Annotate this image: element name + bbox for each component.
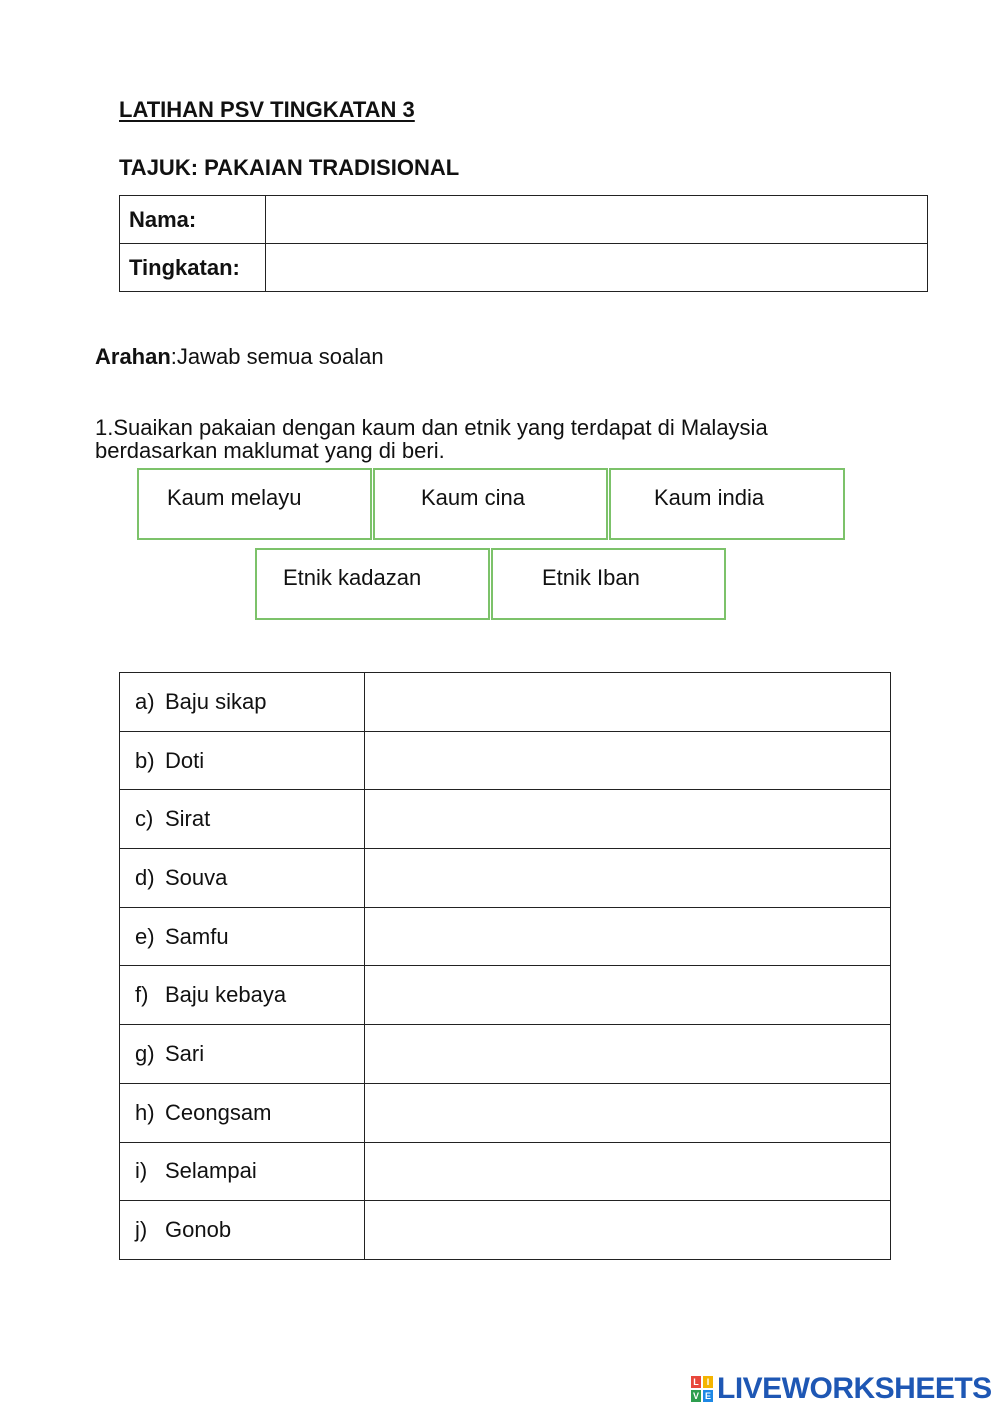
item-letter: e) xyxy=(135,923,155,949)
answer-drop-cell[interactable] xyxy=(365,1025,891,1084)
option-kaum-melayu[interactable]: Kaum melayu xyxy=(137,468,372,540)
item-letter: b) xyxy=(135,747,155,773)
item-letter: f) xyxy=(135,982,149,1008)
table-row xyxy=(120,790,891,849)
item-label: Ceongsam xyxy=(165,1099,272,1125)
item-letter: i) xyxy=(135,1158,148,1184)
item-label: Selampai xyxy=(165,1158,257,1184)
answer-drop-cell[interactable] xyxy=(365,1142,891,1201)
liveworksheets-logo xyxy=(691,1372,992,1406)
answer-drop-cell[interactable] xyxy=(365,907,891,966)
item-label: Samfu xyxy=(165,923,229,949)
table-row xyxy=(120,673,891,732)
item-cell xyxy=(120,907,365,966)
answer-drop-cell[interactable] xyxy=(365,1083,891,1142)
info-row-class xyxy=(120,244,928,292)
answer-drop-cell[interactable] xyxy=(365,790,891,849)
item-letter: c) xyxy=(135,806,154,832)
option-etnik-iban[interactable]: Etnik Iban xyxy=(491,548,726,620)
item-label: Doti xyxy=(165,747,205,773)
table-row xyxy=(120,849,891,908)
answer-drop-cell[interactable] xyxy=(365,673,891,732)
logo-tile-v: V xyxy=(692,1391,699,1401)
answer-drop-cell[interactable] xyxy=(365,849,891,908)
question-text xyxy=(95,416,915,462)
instruction-text: :Jawab semua soalan xyxy=(170,344,384,369)
instruction-label: Arahan xyxy=(95,344,171,369)
logo-tile-l: L xyxy=(691,1376,701,1388)
answer-drop-cell[interactable] xyxy=(365,1201,891,1260)
table-row xyxy=(120,1201,891,1260)
question-line-1: 1.Suaikan pakaian dengan kaum dan etnik yang terdapat di Malaysia xyxy=(95,415,768,440)
item-label: Souva xyxy=(165,864,228,890)
table-row xyxy=(120,966,891,1025)
answer-drop-cell[interactable] xyxy=(365,966,891,1025)
class-label: Tingkatan: xyxy=(120,244,266,292)
table-row xyxy=(120,907,891,966)
student-info-table xyxy=(119,195,928,292)
item-label: Gonob xyxy=(165,1217,232,1243)
item-cell xyxy=(120,966,365,1025)
answer-table xyxy=(119,672,891,1260)
name-field[interactable] xyxy=(266,196,928,244)
item-label: Sari xyxy=(165,1040,205,1066)
option-etnik-kadazan[interactable]: Etnik kadazan xyxy=(255,548,490,620)
item-cell xyxy=(120,673,365,732)
logo-tile-i: I xyxy=(703,1376,713,1388)
table-row xyxy=(120,1025,891,1084)
name-label: Nama: xyxy=(120,196,266,244)
item-cell xyxy=(120,1083,365,1142)
table-row xyxy=(120,731,891,790)
info-row-name xyxy=(120,196,928,244)
instruction xyxy=(95,344,384,370)
item-cell xyxy=(120,731,365,790)
answer-drop-cell[interactable] xyxy=(365,731,891,790)
item-letter: a) xyxy=(135,688,155,714)
item-label: Baju kebaya xyxy=(165,982,287,1008)
logo-grid-icon xyxy=(691,1376,713,1402)
table-row xyxy=(120,1083,891,1142)
option-kaum-india[interactable]: Kaum india xyxy=(609,468,845,540)
item-letter: d) xyxy=(135,864,155,890)
worksheet-topic: TAJUK: PAKAIAN TRADISIONAL xyxy=(119,155,460,180)
option-kaum-cina[interactable]: Kaum cina xyxy=(373,468,608,540)
question-line-2: berdasarkan maklumat yang di beri. xyxy=(95,438,445,463)
item-cell xyxy=(120,849,365,908)
logo-tile-e: E xyxy=(704,1391,711,1401)
item-cell xyxy=(120,1025,365,1084)
class-field[interactable] xyxy=(266,244,928,292)
item-letter: h) xyxy=(135,1099,155,1125)
item-label: Baju sikap xyxy=(165,688,267,714)
item-letter: g) xyxy=(135,1040,155,1066)
logo-text: LIVEWORKSHEETS xyxy=(717,1372,992,1405)
item-cell xyxy=(120,1201,365,1260)
item-label: Sirat xyxy=(165,806,211,832)
item-cell xyxy=(120,790,365,849)
item-cell xyxy=(120,1142,365,1201)
worksheet-title: LATIHAN PSV TINGKATAN 3 xyxy=(119,97,415,122)
item-letter: j) xyxy=(135,1217,148,1243)
table-row xyxy=(120,1142,891,1201)
